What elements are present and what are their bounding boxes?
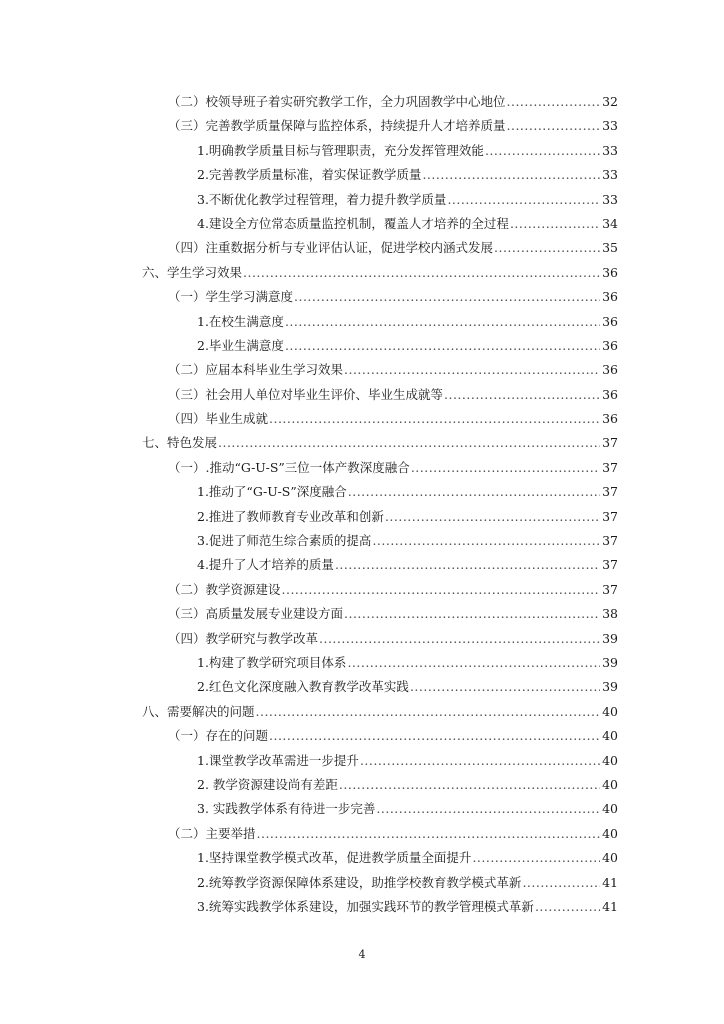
leader-dots — [507, 90, 601, 114]
toc-entry[interactable] — [0, 797, 724, 821]
toc-entry[interactable] — [0, 358, 724, 382]
toc-entry[interactable] — [0, 139, 724, 163]
toc-entry[interactable] — [0, 602, 724, 626]
leader-dots — [285, 334, 600, 358]
table-of-contents — [0, 90, 724, 919]
leader-dots — [422, 163, 600, 187]
leader-dots — [535, 895, 600, 919]
toc-entry-label: 4.提升了人才培养的质量 — [197, 553, 335, 577]
toc-entry-label: （四）毕业生成就 — [168, 407, 269, 431]
leader-dots — [447, 188, 600, 212]
toc-entry-label: 2. 教学资源建设尚有差距 — [197, 773, 339, 797]
leader-dots — [360, 749, 600, 773]
toc-entry-label: 1.坚持课堂教学模式改革，促进教学质量全面提升 — [197, 846, 472, 870]
toc-entry-label: （三）高质量发展专业建设方面 — [168, 602, 344, 626]
toc-entry-label: 1.明确教学质量目标与管理职责，充分发挥管理效能 — [197, 139, 485, 163]
leader-dots — [347, 651, 600, 675]
toc-entry-page: 33 — [602, 142, 618, 158]
toc-entry[interactable] — [0, 529, 724, 553]
leader-dots — [510, 212, 600, 236]
toc-entry-label: 1.构建了教学研究项目体系 — [197, 651, 347, 675]
toc-entry[interactable] — [0, 407, 724, 431]
leader-dots — [494, 236, 600, 260]
leader-dots — [294, 285, 600, 309]
toc-entry-page: 37 — [602, 508, 618, 524]
toc-entry[interactable] — [0, 773, 724, 797]
toc-entry[interactable] — [0, 578, 724, 602]
toc-entry-label: 1.推动了“G-U-S”深度融合 — [197, 480, 348, 504]
leader-dots — [339, 773, 600, 797]
leader-dots — [507, 114, 601, 138]
toc-entry-label: （一）学生学习满意度 — [168, 285, 294, 309]
toc-entry[interactable] — [0, 163, 724, 187]
toc-entry-label: 2.红色文化深度融入教育教学改革实践 — [197, 675, 410, 699]
toc-entry[interactable] — [0, 285, 724, 309]
toc-entry-page: 37 — [602, 581, 618, 597]
toc-entry-label: 2.推进了教师教育专业改革和创新 — [197, 505, 385, 529]
toc-entry[interactable] — [0, 700, 724, 724]
toc-entry-page: 36 — [602, 289, 618, 305]
toc-entry[interactable] — [0, 553, 724, 577]
toc-entry-label: 3.不断优化教学过程管理，着力提升教学质量 — [197, 188, 447, 212]
toc-entry-page: 37 — [602, 459, 618, 475]
leader-dots — [376, 797, 600, 821]
leader-dots — [472, 846, 600, 870]
toc-entry-label: 2.完善教学质量标准，着实保证教学质量 — [197, 163, 422, 187]
toc-entry-page: 39 — [602, 630, 618, 646]
toc-entry-page: 37 — [602, 533, 618, 549]
toc-entry-page: 37 — [602, 557, 618, 573]
toc-entry-page: 39 — [602, 654, 618, 670]
toc-entry-label: 七、特色发展 — [142, 431, 218, 455]
toc-entry-page: 40 — [602, 825, 618, 841]
toc-entry-label: （四）教学研究与教学改革 — [168, 627, 319, 651]
toc-entry[interactable] — [0, 114, 724, 138]
toc-entry-label: 3.统筹实践教学体系建设，加强实践环节的教学管理模式革新 — [197, 895, 535, 919]
toc-entry-page: 33 — [602, 191, 618, 207]
toc-entry[interactable] — [0, 822, 724, 846]
leader-dots — [344, 602, 600, 626]
toc-entry-page: 33 — [602, 167, 618, 183]
toc-entry-label: 2.毕业生满意度 — [197, 334, 285, 358]
toc-entry[interactable] — [0, 383, 724, 407]
toc-entry[interactable] — [0, 431, 724, 455]
toc-entry-label: （三）社会用人单位对毕业生评价、毕业生成就等 — [168, 383, 444, 407]
toc-entry-label: 八、需要解决的问题 — [142, 700, 256, 724]
leader-dots — [335, 553, 600, 577]
toc-entry[interactable] — [0, 456, 724, 480]
toc-entry-page: 38 — [602, 606, 618, 622]
toc-entry-label: （一）.推动“G-U-S”三位一体产教深度融合 — [168, 456, 411, 480]
toc-entry-label: （二）主要举措 — [168, 822, 257, 846]
toc-entry[interactable] — [0, 651, 724, 675]
leader-dots — [218, 431, 600, 455]
leader-dots — [444, 383, 600, 407]
toc-entry-label: 六、学生学习效果 — [142, 261, 243, 285]
leader-dots — [257, 822, 601, 846]
leader-dots — [269, 407, 600, 431]
toc-entry-label: 3.促进了师范生综合素质的提高 — [197, 529, 372, 553]
toc-entry[interactable] — [0, 334, 724, 358]
toc-entry-label: （二）应届本科毕业生学习效果 — [168, 358, 344, 382]
toc-entry-page: 41 — [602, 874, 618, 890]
leader-dots — [348, 480, 600, 504]
leader-dots — [243, 261, 600, 285]
leader-dots — [411, 456, 600, 480]
toc-entry-page: 40 — [602, 728, 618, 744]
toc-entry-page: 39 — [602, 679, 618, 695]
toc-entry[interactable] — [0, 846, 724, 870]
toc-entry[interactable] — [0, 749, 724, 773]
leader-dots — [485, 139, 600, 163]
leader-dots — [256, 700, 601, 724]
leader-dots — [372, 529, 600, 553]
toc-entry-page: 33 — [602, 118, 618, 134]
leader-dots — [522, 871, 600, 895]
toc-entry[interactable] — [0, 895, 724, 919]
toc-entry[interactable] — [0, 724, 724, 748]
toc-entry-page: 36 — [602, 264, 618, 280]
toc-entry-label: 3. 实践教学体系有待进一步完善 — [197, 797, 376, 821]
toc-entry[interactable] — [0, 90, 724, 114]
toc-entry-label: 1.在校生满意度 — [197, 310, 285, 334]
toc-entry-page: 40 — [602, 776, 618, 792]
toc-entry-label: （一）存在的问题 — [168, 724, 269, 748]
toc-entry-label: 1.课堂教学改革需进一步提升 — [197, 749, 360, 773]
leader-dots — [269, 724, 600, 748]
toc-entry[interactable] — [0, 261, 724, 285]
toc-entry-page: 34 — [602, 215, 618, 231]
toc-entry[interactable] — [0, 871, 724, 895]
toc-entry-label: 4.建设全方位常态质量监控机制，覆盖人才培养的全过程 — [197, 212, 510, 236]
toc-entry-page: 36 — [602, 313, 618, 329]
toc-entry-page: 40 — [602, 801, 618, 817]
toc-entry-page: 36 — [602, 337, 618, 353]
leader-dots — [410, 675, 600, 699]
toc-entry[interactable] — [0, 310, 724, 334]
toc-entry[interactable] — [0, 675, 724, 699]
toc-entry-page: 36 — [602, 362, 618, 378]
toc-entry[interactable] — [0, 212, 724, 236]
toc-entry[interactable] — [0, 480, 724, 504]
leader-dots — [344, 358, 600, 382]
toc-entry-label: （二）教学资源建设 — [168, 578, 282, 602]
toc-entry[interactable] — [0, 188, 724, 212]
toc-entry-label: （四）注重数据分析与专业评估认证，促进学校内涵式发展 — [168, 236, 494, 260]
toc-entry-label: （二）校领导班子着实研究教学工作，全力巩固教学中心地位 — [168, 90, 507, 114]
toc-entry-page: 36 — [602, 386, 618, 402]
leader-dots — [385, 505, 600, 529]
toc-entry-label: 2.统筹教学资源保障体系建设，助推学校教育教学模式革新 — [197, 871, 522, 895]
toc-entry[interactable] — [0, 627, 724, 651]
toc-entry[interactable] — [0, 505, 724, 529]
leader-dots — [282, 578, 601, 602]
toc-entry-page: 41 — [602, 898, 618, 914]
leader-dots — [319, 627, 600, 651]
toc-entry-label: （三）完善教学质量保障与监控体系，持续提升人才培养质量 — [168, 114, 507, 138]
toc-entry-page: 35 — [602, 240, 618, 256]
toc-entry-page: 40 — [602, 850, 618, 866]
page-number: 4 — [358, 948, 366, 961]
leader-dots — [285, 310, 600, 334]
toc-entry-page: 37 — [602, 435, 618, 451]
toc-entry-page: 40 — [602, 752, 618, 768]
toc-entry-page: 37 — [602, 484, 618, 500]
toc-entry[interactable] — [0, 236, 724, 260]
toc-entry-page: 40 — [602, 703, 618, 719]
toc-entry-page: 36 — [602, 411, 618, 427]
toc-entry-page: 32 — [602, 94, 618, 109]
